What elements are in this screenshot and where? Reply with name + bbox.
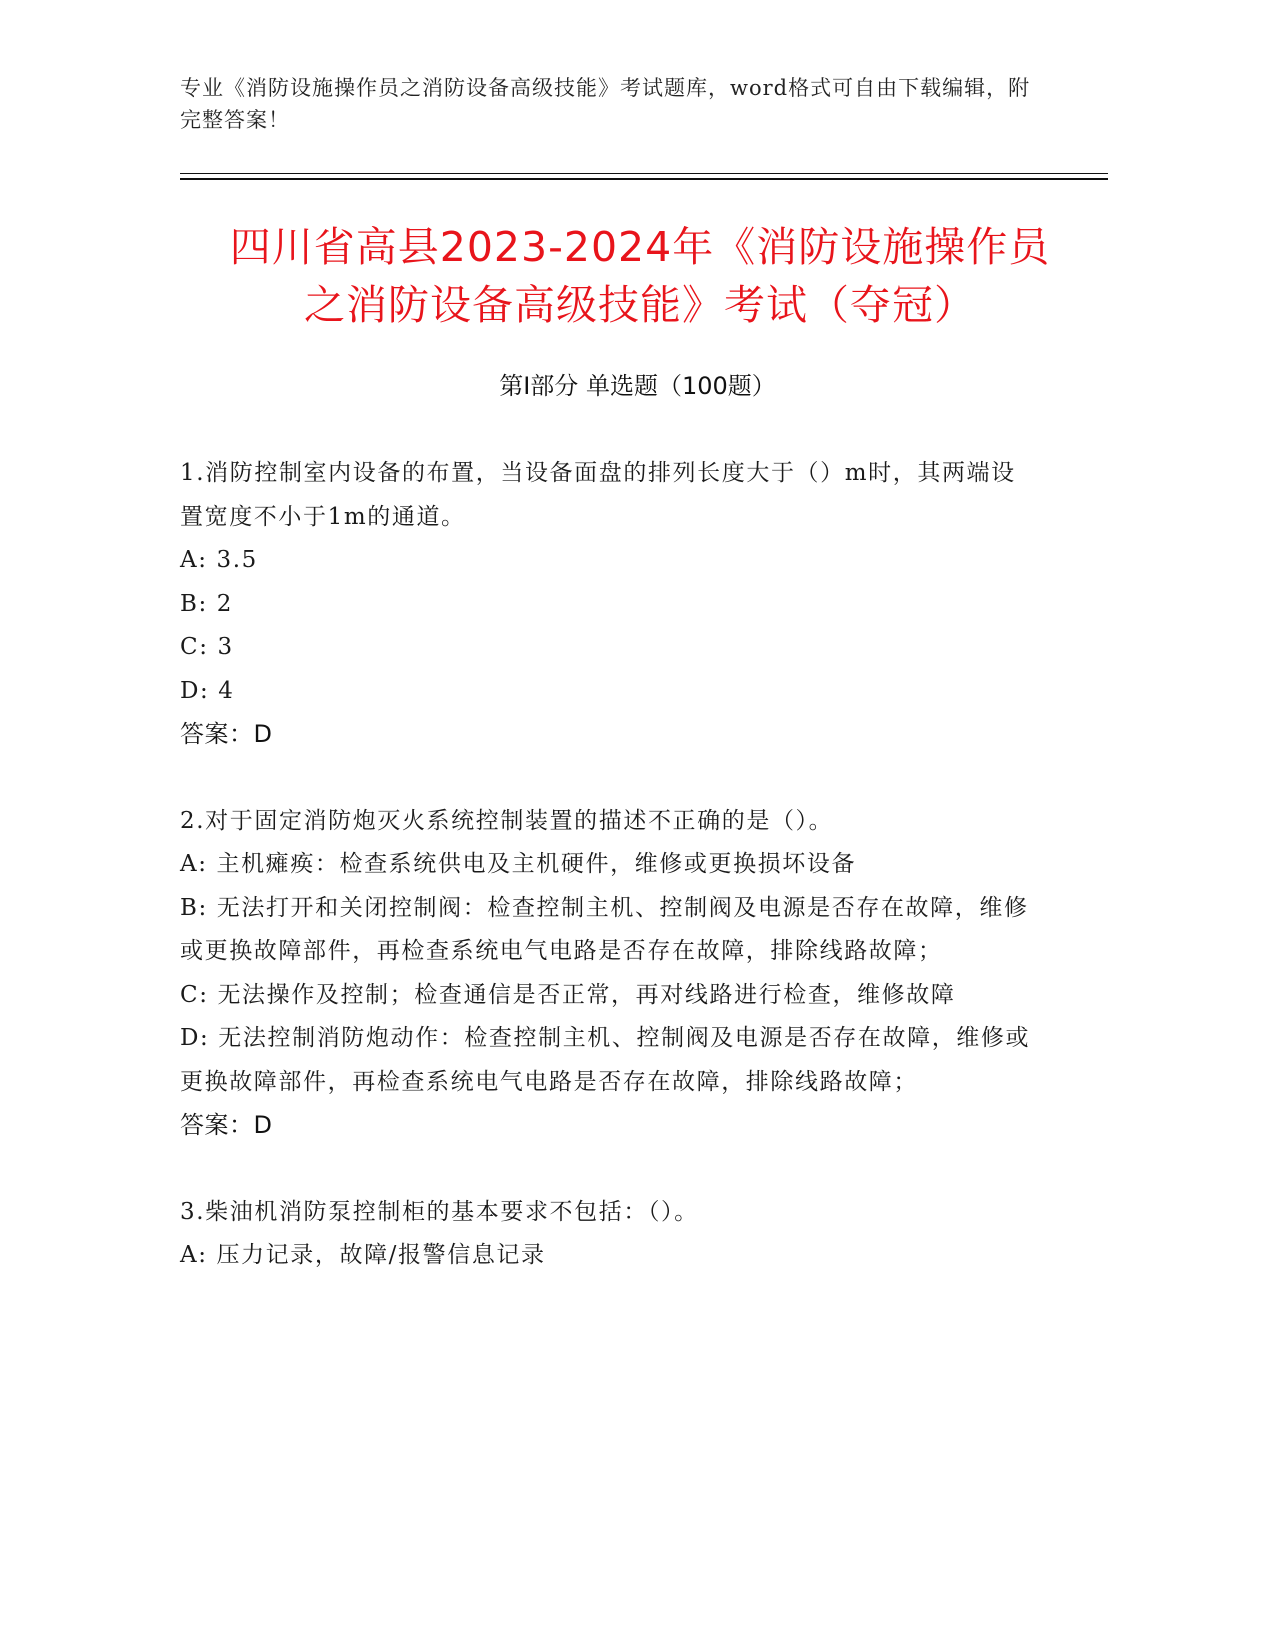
header-note: 专业《消防设施操作员之消防设备高级技能》考试题库，word格式可自由下载编辑，附完整答案！ bbox=[180, 76, 1031, 132]
question-1-option-d: D: 4 bbox=[180, 677, 235, 704]
question-2-option-a: A: 主机瘫痪：检查系统供电及主机硬件，维修或更换损坏设备 bbox=[180, 851, 857, 877]
document-title-line-1: 四川省高县2023-2024年《消防设施操作员 bbox=[229, 223, 1051, 271]
question-3 bbox=[180, 1191, 1040, 1278]
section-title: 第I部分 单选题（100题） bbox=[499, 372, 776, 400]
header-divider-thin bbox=[180, 173, 1108, 174]
document-title-line-2: 之消防设备高级技能》考试（夺冠） bbox=[304, 281, 976, 329]
question-2-option-c: C: 无法操作及控制；检查通信是否正常，再对线路进行检查，维修故障 bbox=[180, 981, 956, 1008]
question-3-stem: 3.柴油机消防泵控制柜的基本要求不包括：（）。 bbox=[180, 1198, 699, 1225]
question-1 bbox=[180, 452, 1040, 757]
question-list bbox=[180, 452, 1040, 1321]
question-1-option-c: C: 3 bbox=[180, 634, 234, 660]
question-2 bbox=[180, 800, 1040, 1148]
question-1-option-b: B: 2 bbox=[180, 590, 233, 617]
question-2-stem: 2.对于固定消防炮灭火系统控制装置的描述不正确的是（）。 bbox=[180, 807, 834, 834]
question-1-stem: 1.消防控制室内设备的布置，当设备面盘的排列长度大于（）m时，其两端设置宽度不小于1m的通道。 bbox=[180, 460, 1016, 530]
question-2-answer: 答案：D bbox=[180, 1111, 273, 1139]
question-1-option-a: A: 3.5 bbox=[180, 547, 258, 573]
question-3-option-a: A: 压力记录，故障/报警信息记录 bbox=[180, 1242, 546, 1268]
document-title bbox=[140, 218, 1140, 334]
header-divider-thick bbox=[180, 178, 1108, 180]
question-2-option-b: B: 无法打开和关闭控制阀：检查控制主机、控制阀及电源是否存在故障，维修或更换故障部件，再检查系统电气电路是否存在故障，排除线路故障； bbox=[180, 894, 1029, 964]
question-1-answer: 答案：D bbox=[180, 720, 273, 748]
question-2-option-d: D: 无法控制消防炮动作：检查控制主机、控制阀及电源是否存在故障，维修或更换故障部件，再检查系统电气电路是否存在故障，排除线路故障； bbox=[180, 1025, 1031, 1095]
